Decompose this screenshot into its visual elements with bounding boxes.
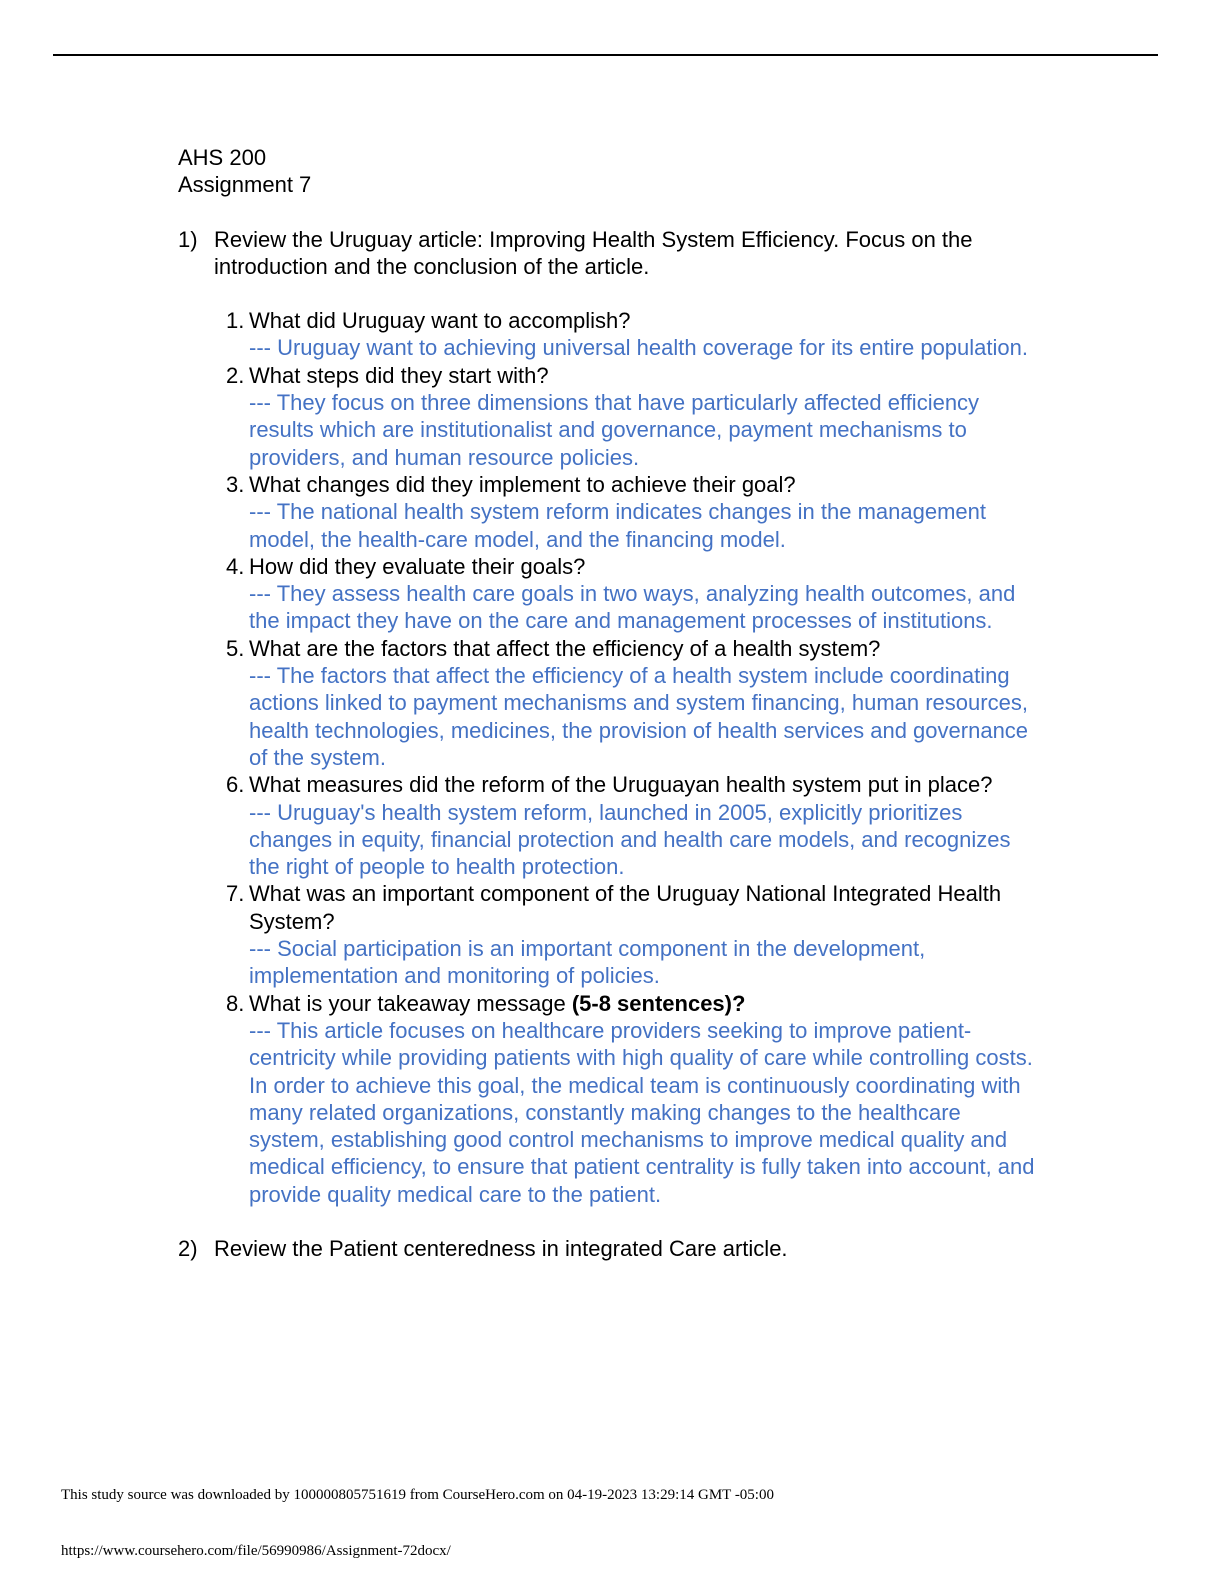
answer-text: --- They focus on three dimensions that have particularly affected efficiency results which are institutionalist and governance, payment mechanisms to providers, and human resource policies. [249, 390, 980, 470]
question-2 [178, 1235, 1038, 1262]
answer-text: --- Uruguay want to achieving universal health coverage for its entire population. [249, 335, 1028, 361]
subquestion-text-plain: What is your takeaway message [249, 990, 572, 1016]
subquestion-number: 7. [226, 881, 245, 907]
subquestion-7 [214, 880, 1038, 989]
answer-text: --- They assess health care goals in two ways, analyzing health outcomes, and the impact they have on the care and management processes of institutions. [249, 581, 1016, 634]
subquestion-text-bold: (5-8 sentences)? [571, 990, 746, 1016]
subquestion-4 [214, 553, 1038, 635]
subquestion-6 [214, 771, 1038, 880]
subquestion-2 [214, 362, 1038, 471]
subquestion-number: 4. [226, 553, 245, 579]
subquestion-8 [214, 990, 1038, 1208]
subquestion-number: 3. [226, 471, 245, 497]
subquestion-3 [214, 471, 1038, 553]
subquestion-number: 5. [226, 635, 245, 661]
question-text: Review the Patient centeredness in integrated Care article. [214, 1235, 788, 1261]
subquestion-5 [214, 635, 1038, 771]
course-title: AHS 200 [178, 145, 267, 170]
document-body [178, 144, 1038, 1262]
download-source-line: This study source was downloaded by 100000805751619 from CourseHero.com on 04-19-2023 13:29:14 GMT -05:00 [61, 1487, 774, 1503]
subquestion-number: 1. [226, 308, 245, 334]
question-text: Review the Uruguay article: Improving Health System Efficiency. Focus on the introduction and the conclusion of the article. [214, 226, 973, 279]
answer-text: --- This article focuses on healthcare providers seeking to improve patient-centricity while providing patients with high quality of care while controlling costs. In order to achieve this goal, the medical team is continuously coordinating with many related organizations, constantly making changes to the healthcare system, establishing good control mechanisms to improve medical quality and medical efficiency, to ensure that patient centrality is fully taken into account, and provide quality medical care to the patient. [249, 1017, 1035, 1207]
subquestion-text [249, 990, 1038, 1017]
subquestion-number: 2. [226, 362, 245, 388]
subquestion-text: What changes did they implement to achieve their goal? [249, 471, 796, 497]
source-url[interactable]: https://www.coursehero.com/file/56990986/Assignment-72docx/ [61, 1543, 451, 1559]
subquestion-number: 8. [226, 990, 245, 1016]
answer-text: --- Uruguay's health system reform, launched in 2005, explicitly prioritizes changes in equity, financial protection and health care models, and recognizes the right of people to health protection. [249, 799, 1011, 880]
answer-text: --- The national health system reform indicates changes in the management model, the health-care model, and the financing model. [249, 499, 986, 552]
answer-text: --- The factors that affect the efficiency of a health system include coordinating actions linked to payment mechanisms and system financing, human resources, health technologies, medicines, the provision of health services and governance of the system. [249, 663, 1029, 770]
subquestion-1 [214, 307, 1038, 362]
subquestion-text: What are the factors that affect the efficiency of a health system? [249, 635, 881, 661]
top-rule [53, 54, 1158, 56]
question-1 [178, 226, 1038, 281]
subquestion-text: What steps did they start with? [249, 362, 549, 388]
question-number: 1) [178, 226, 198, 252]
subquestion-text: What was an important component of the Uruguay National Integrated Health System? [249, 881, 1002, 934]
assignment-title: Assignment 7 [178, 172, 312, 198]
answer-text: --- Social participation is an important component in the development, implementation and monitoring of policies. [249, 936, 926, 989]
subquestion-text: What did Uruguay want to accomplish? [249, 308, 631, 334]
question-number: 2) [178, 1235, 198, 1261]
subquestion-text: What measures did the reform of the Uruguayan health system put in place? [249, 772, 993, 798]
subquestion-list [214, 307, 1038, 1208]
subquestion-number: 6. [226, 772, 245, 798]
subquestion-text: How did they evaluate their goals? [249, 553, 586, 579]
